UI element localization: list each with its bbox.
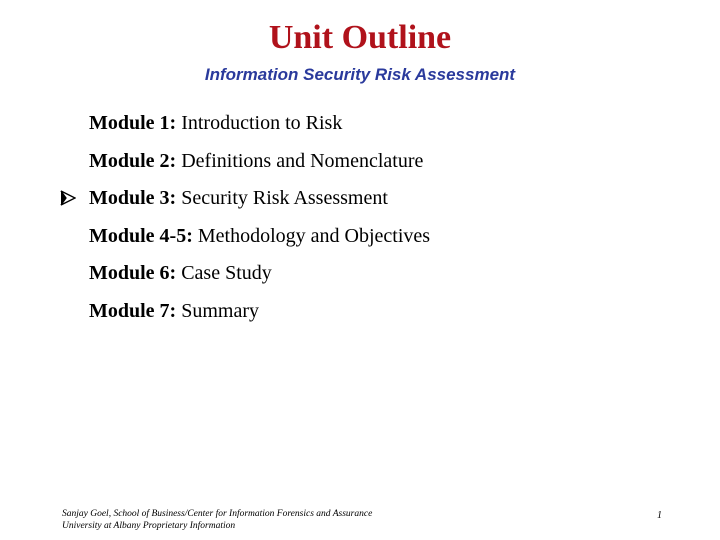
page-number: 1 bbox=[657, 510, 662, 521]
footer-credit bbox=[62, 508, 372, 532]
arrow-checkmark-icon bbox=[60, 181, 82, 215]
module-label: Module 2: bbox=[89, 149, 177, 172]
module-label: Module 4-5: bbox=[89, 224, 193, 247]
footer-line-1: Sanjay Goel, School of Business/Center for Information Forensics and Assurance bbox=[62, 509, 373, 519]
module-text: Security Risk Assessment bbox=[181, 187, 388, 209]
module-text: Methodology and Objectives bbox=[197, 224, 431, 247]
module-text: Definitions and Nomenclature bbox=[181, 149, 424, 172]
footer-line-2: University at Albany Proprietary Information bbox=[62, 521, 236, 531]
module-label: Module 6: bbox=[89, 262, 177, 284]
module-label: Module 7: bbox=[89, 299, 177, 322]
module-item-4-5 bbox=[60, 219, 700, 257]
slide-subtitle: Information Security Risk Assessment bbox=[204, 65, 516, 84]
module-list bbox=[60, 106, 700, 331]
module-item-2 bbox=[60, 144, 700, 182]
module-label: Module 3: bbox=[89, 187, 177, 209]
module-item-7 bbox=[60, 294, 700, 332]
module-text: Introduction to Risk bbox=[181, 112, 343, 134]
module-item-6 bbox=[60, 256, 700, 294]
module-text: Summary bbox=[181, 299, 259, 322]
slide-title: Unit Outline bbox=[268, 19, 452, 56]
module-text: Case Study bbox=[181, 262, 272, 284]
module-item-3-current bbox=[60, 181, 700, 219]
module-label: Module 1: bbox=[89, 112, 177, 134]
module-item-1 bbox=[60, 106, 700, 144]
